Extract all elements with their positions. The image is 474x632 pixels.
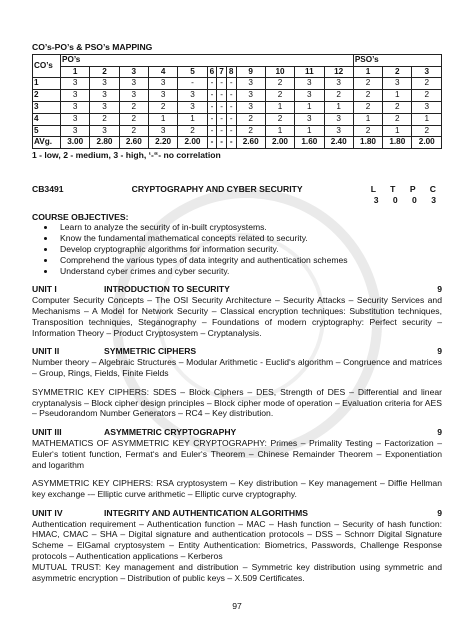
table-cell: 3 — [61, 101, 90, 113]
table-cell: 2.00 — [178, 137, 207, 149]
table-cell: 2 — [412, 78, 442, 90]
table-row — [33, 78, 442, 90]
ltpc-block — [371, 184, 442, 206]
row-header: 2 — [33, 90, 61, 102]
table-cell: 2 — [324, 90, 353, 102]
table-cell: 2 — [383, 101, 412, 113]
unit-title: SYMMETRIC CIPHERS — [104, 346, 197, 357]
table-cell: 3 — [324, 125, 353, 137]
table-cell: 2 — [119, 125, 148, 137]
mapping-legend: 1 - low, 2 - medium, 3 - high, ‘-“- no correlation — [32, 150, 221, 161]
course-title: CRYPTOGRAPHY AND CYBER SECURITY — [131, 183, 303, 194]
table-cell: 2 — [178, 125, 207, 137]
ltpc-values: 3 0 0 3 — [373, 194, 442, 205]
table-cell: 3 — [90, 125, 119, 137]
table-cell: - — [207, 125, 217, 137]
unit-3-heading — [32, 427, 442, 438]
page-number: 97 — [232, 601, 242, 611]
table-cell: 1 — [295, 125, 324, 137]
table-cell: 3 — [61, 113, 90, 125]
table-cell: 1.80 — [383, 137, 412, 149]
mapping-title: CO’s-PO’s & PSO’s MAPPING — [32, 42, 153, 52]
unit-hours: 9 — [437, 346, 442, 357]
column-number: 6 — [207, 66, 217, 78]
table-cell: - — [217, 137, 227, 149]
table-cell: 2.60 — [236, 137, 265, 149]
table-cell: 1 — [383, 125, 412, 137]
table-cell: 1 — [324, 101, 353, 113]
column-number: 10 — [265, 66, 294, 78]
course-header — [32, 184, 442, 206]
table-cell: 3 — [61, 78, 90, 90]
table-row — [33, 90, 442, 102]
pso-group-header: PSO’s — [353, 54, 441, 66]
column-number: 1 — [61, 66, 90, 78]
column-number: 2 — [383, 66, 412, 78]
table-cell: 3 — [90, 101, 119, 113]
table-cell: 3 — [295, 90, 324, 102]
table-cell: 2 — [412, 90, 442, 102]
table-cell: 3 — [61, 90, 90, 102]
unit-4-content: MUTUAL TRUST: Key management and distribution – Symmetric key distribution using symmetric and asymmetric encryption – Distribution of public keys – X.509 Certificates. — [32, 561, 442, 583]
objectives-list — [32, 222, 442, 276]
table-cell: 3 — [295, 78, 324, 90]
column-number: 5 — [178, 66, 207, 78]
table-cell: 2 — [412, 125, 442, 137]
unit-4-content: Authentication requirement – Authentication function – MAC – Hash function – Security of hash function: HMAC, CMAC – SHA – Digital signature and authentication protocols – DSS – Schnorr Digital Signature Scheme – ElGamal cryptosystem – Entity Authentication: Biometrics, Passwords, Challenge Response protocols – Authentication applications – Kerberos — [32, 518, 442, 562]
table-column-header — [33, 66, 442, 78]
table-cell: 1 — [148, 113, 177, 125]
table-cell: 2 — [265, 113, 294, 125]
column-number: 4 — [148, 66, 177, 78]
objective-item: • Know the fundamental mathematical concepts related to security. — [56, 233, 442, 244]
unit-2-content: SYMMETRIC KEY CIPHERS: SDES – Block Ciphers – DES, Strength of DES – Differential and linear cryptanalysis – Block cipher design principles – Block cipher mode of operation – Evaluation criteria for AES – Pseudorandom Number Generators – RC4 – Key distribution. — [32, 386, 442, 419]
column-number: 12 — [324, 66, 353, 78]
table-cell: - — [207, 78, 217, 90]
syllabus-page — [32, 42, 442, 583]
unit-2-content: Number theory – Algebraic Structures – Modular Arithmetic - Euclid‘s algorithm – Congruence and matrices – Group, Rings, Fields, Finite Fields — [32, 357, 442, 378]
table-cell: 2 — [90, 113, 119, 125]
objective-item: • Comprehend the various types of data integrity and authentication schemes — [56, 255, 442, 266]
table-cell: 2.00 — [412, 137, 442, 149]
table-cell: 2.80 — [90, 137, 119, 149]
unit-title: INTRODUCTION TO SECURITY — [104, 284, 230, 295]
ltpc-head: L T P C — [370, 183, 442, 194]
table-cell: 2.20 — [148, 137, 177, 149]
table-cell: 1 — [265, 101, 294, 113]
table-cell: 3 — [324, 78, 353, 90]
table-cell: 2 — [119, 101, 148, 113]
unit-3-content: MATHEMATICS OF ASYMMETRIC KEY CRYPTOGRAPHY: Primes – Primality Testing – Factorization – Euler‘s totient function, Fermat‘s and Euler‘s Theorem – Chinese Remainder Theorem – Exponentiation and logarithm — [32, 437, 442, 470]
table-cell: - — [178, 78, 207, 90]
unit-1-heading — [32, 284, 442, 295]
objective-item: • Learn to analyze the security of in-built cryptosystems. — [56, 222, 442, 233]
unit-hours: 9 — [437, 284, 442, 295]
table-cell: 3 — [61, 125, 90, 137]
table-cell: 3 — [90, 90, 119, 102]
table-cell: - — [217, 90, 227, 102]
table-cell: - — [226, 90, 236, 102]
table-cell: 2 — [353, 78, 382, 90]
table-cell: 1 — [353, 113, 382, 125]
table-cell: - — [217, 78, 227, 90]
unit-2-heading — [32, 346, 442, 357]
row-header: 5 — [33, 125, 61, 137]
table-cell: 1 — [295, 101, 324, 113]
objective-item: • Develop cryptographic algorithms for information security. — [56, 244, 442, 255]
table-cell: 3.00 — [61, 137, 90, 149]
table-cell: 2 — [119, 113, 148, 125]
table-row — [33, 101, 442, 113]
unit-title: ASYMMETRIC CRYPTOGRAPHY — [104, 427, 237, 438]
table-cell: 2 — [353, 90, 382, 102]
objective-item: • Understand cyber crimes and cyber security. — [56, 266, 442, 277]
table-cell: 3 — [119, 90, 148, 102]
po-group-header: PO’s — [61, 54, 354, 66]
unit-1-content: Computer Security Concepts – The OSI Security Architecture – Security Attacks – Security Services and Mechanisms – A Model for Network Security – Classical encryption techniques: Substitution techniques, Transposition techniques, Steganography – Foundations of modern cryptography: Perfect security – Information Theory – Product Cryptosystem – Cryptanalysis. — [32, 295, 442, 338]
table-cell: - — [226, 101, 236, 113]
unit-title: INTEGRITY AND AUTHENTICATION ALGORITHMS — [104, 507, 309, 518]
table-cell: 3 — [236, 78, 265, 90]
table-cell: 2 — [236, 125, 265, 137]
unit-number: UNIT I — [32, 284, 57, 295]
table-cell: 3 — [90, 78, 119, 90]
table-cell: 2.40 — [324, 137, 353, 149]
column-number: 3 — [119, 66, 148, 78]
table-row — [33, 113, 442, 125]
table-cell: - — [207, 90, 217, 102]
table-cell: 3 — [178, 90, 207, 102]
course-code: CB3491 — [32, 183, 64, 194]
row-header: 1 — [33, 78, 61, 90]
table-cell: 2 — [383, 113, 412, 125]
table-cell: 1.60 — [295, 137, 324, 149]
table-cell: 3 — [412, 101, 442, 113]
table-group-header — [33, 54, 442, 66]
column-number: 2 — [90, 66, 119, 78]
table-cell: - — [226, 137, 236, 149]
row-header: 3 — [33, 101, 61, 113]
table-cell: - — [207, 113, 217, 125]
table-cell: - — [217, 101, 227, 113]
table-cell: 3 — [148, 90, 177, 102]
table-cell: 2 — [265, 78, 294, 90]
column-number: 7 — [217, 66, 227, 78]
table-cell: 2.00 — [265, 137, 294, 149]
column-number: 11 — [295, 66, 324, 78]
table-cell: - — [226, 78, 236, 90]
row-header: AVg. — [33, 137, 61, 149]
table-cell: - — [226, 113, 236, 125]
table-cell: 1 — [412, 113, 442, 125]
table-cell: 3 — [324, 113, 353, 125]
column-number: 3 — [412, 66, 442, 78]
table-cell: 3 — [178, 101, 207, 113]
row-header: 4 — [33, 113, 61, 125]
table-cell: 3 — [236, 90, 265, 102]
corner-cell: CO’s — [33, 54, 61, 78]
table-cell: 3 — [119, 78, 148, 90]
table-cell: 2 — [353, 101, 382, 113]
column-number: 1 — [353, 66, 382, 78]
objectives-heading: COURSE OBJECTIVES: — [32, 211, 129, 222]
table-cell: 2 — [353, 125, 382, 137]
table-cell: 2 — [148, 101, 177, 113]
column-number: 9 — [236, 66, 265, 78]
table-cell: 1 — [265, 125, 294, 137]
table-row — [33, 125, 442, 137]
table-cell: 3 — [236, 101, 265, 113]
table-cell: 3 — [148, 78, 177, 90]
column-number: 8 — [226, 66, 236, 78]
unit-hours: 9 — [437, 427, 442, 438]
table-cell: - — [226, 125, 236, 137]
table-cell: 2.60 — [119, 137, 148, 149]
table-cell: - — [207, 137, 217, 149]
unit-number: UNIT IV — [32, 507, 63, 518]
table-cell: - — [217, 113, 227, 125]
table-cell: 3 — [148, 125, 177, 137]
table-row — [33, 137, 442, 149]
table-cell: - — [207, 101, 217, 113]
unit-4-heading — [32, 508, 442, 519]
table-cell: - — [217, 125, 227, 137]
unit-number: UNIT III — [32, 427, 62, 438]
table-cell: 2 — [236, 113, 265, 125]
unit-3-content: ASYMMETRIC KEY CIPHERS: RSA cryptosystem – Key distribution – Key management – Diffie Hellman key exchange -– Elliptic curve arithmetic – Elliptic curve cryptography. — [32, 478, 442, 500]
unit-number: UNIT II — [32, 346, 60, 357]
table-cell: 1 — [178, 113, 207, 125]
co-po-mapping-table — [32, 54, 442, 149]
table-cell: 1 — [383, 90, 412, 102]
unit-hours: 9 — [437, 507, 442, 518]
table-cell: 3 — [383, 78, 412, 90]
table-cell: 3 — [295, 113, 324, 125]
table-cell: 1.80 — [353, 137, 382, 149]
table-cell: 2 — [265, 90, 294, 102]
